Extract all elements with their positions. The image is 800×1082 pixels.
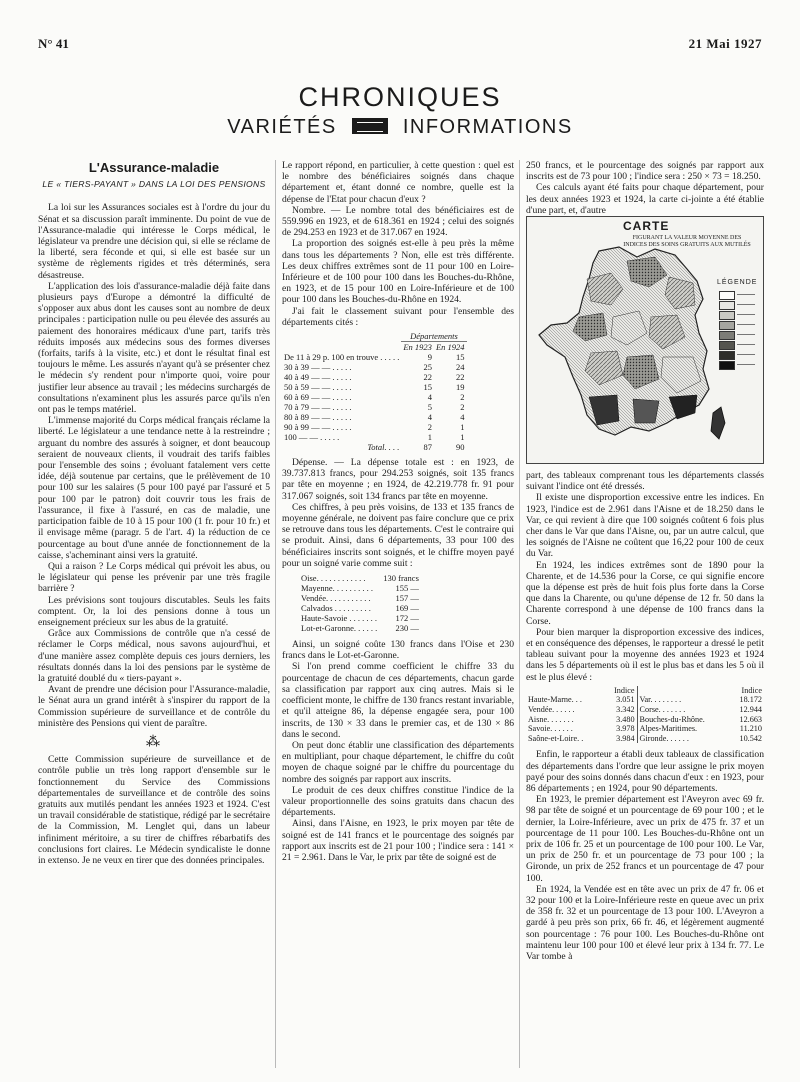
- map-subtitle: FIGURANT LA VALEUR MOYENNE DES INDICES DES SOINS GRATUITS AUX MUTILÉS: [623, 235, 751, 249]
- row-label: 60 à 69 — — . . . . .: [284, 392, 352, 403]
- legend-line: [737, 294, 755, 295]
- paragraph: Ces calculs ayant été faits pour chaque département, pour les deux années 1923 et 1924, la carte ci-jointe a été établie d'une part, et, d'autre: [526, 182, 764, 216]
- department-name: Savoie. . . . . .: [528, 724, 573, 734]
- paragraph: Il existe une disproportion excessive entre les indices. En 1923, l'indice est de 2.961 dans l'Aisne et de 18.250 dans le Var, ce qui revient à dire que 100 soignés coûtent 6 fois plus cher dans le Var que dans l'Aisne, ou, par un autre calcul, que les soignés de l'Aisne ne coûtent que 16,22 pour 100 de ceux du Var.: [526, 492, 764, 560]
- table-row: [282, 392, 467, 402]
- table-row: [298, 603, 422, 613]
- cost-value: 155 —: [395, 583, 419, 594]
- paragraph: Nombre. — Le nombre total des bénéficiaires est de 559.996 en 1923, et de 618.361 en 1924 ; celui des soignés de 294.253 en 1923 et de 317.067 en 1924.: [282, 204, 514, 239]
- paragraph: Avant de prendre une décision pour l'Assurance-maladie, le Sénat aura un grand intérêt à s'inspirer du rapport de la Commission supérieure de surveillance et de contrôle du ministère des Pensions qui vient de paraître.: [38, 684, 270, 729]
- paragraph: Enfin, le rapporteur a établi deux tableaux de classification des départements dans l'ordre que leur assigne le prix moyen payé pour des soins donnés dans chacun d'eux : en 1923, pour 86 départements ; en 1924, pour 90 départements.: [526, 749, 764, 795]
- department-name: Vendée. . . . . .: [528, 705, 575, 715]
- legend-swatch: [719, 351, 735, 360]
- column-1-paragraphs: [38, 202, 270, 729]
- indice-value: 3.051: [616, 695, 635, 705]
- paragraph: Le produit de ces deux chiffres constitue l'indice de la valeur proportionnelle des soins gratuits dans chacun des départements.: [282, 784, 514, 819]
- indices-header-right: Indice: [741, 685, 762, 695]
- indices-header-left: Indice: [614, 685, 635, 695]
- cell-value: 1: [460, 432, 465, 443]
- indice-value: 3.984: [616, 733, 635, 743]
- indice-value: 10.542: [739, 733, 762, 743]
- department-name: Calvados . . . . . . . . .: [301, 603, 371, 614]
- table-row: [526, 724, 764, 734]
- cell-value: 4: [427, 392, 432, 403]
- paragraph: La loi sur les Assurances sociales est à l'ordre du jour du Sénat et sa discussion paraît imminente. Du point de vue de l'Assurance-maladie qui intéresse le Corps médical, le législateur va prendre une décision qui, si elle se réclame de la liberté, sera féconde et qui, si elle est basée sur un système de règlements rigides et très déterminés, sera désastreuse.: [38, 202, 270, 281]
- column-1: [38, 160, 270, 1068]
- paragraph: Le rapport répond, en particulier, à cette question : quel est le nombre des bénéficiaires soignés dans chaque département et, étant donné ce nombre, quelle est la dépense de l'Etat pour chacun d'eux ?: [282, 160, 514, 205]
- cost-value: 172 —: [395, 613, 419, 624]
- department-name: Oise. . . . . . . . . . . .: [301, 573, 366, 584]
- masthead-informations: INFORMATIONS: [402, 116, 573, 138]
- paragraph: Cette Commission supérieure de surveillance et de contrôle publie un très long rapport d'ensemble sur le fonctionnement du Service des Commissions départementales de surveillance et de contrôle des soins gratuits aux mutilés pendant les années 1923 et 1924. C'est un travail considérable de statistique, rédigé par le secrétaire de la Commission, M. Lenglet qui, dans un labeur infiniment méritoire, a su tirer de chiffres rébarbatifs des conclusions fort claires. Le Médecin syndicaliste le donne in extenso. Je ne veux en tirer que des données principales.: [38, 754, 270, 866]
- indices-table: [526, 686, 764, 744]
- cost-value: 157 —: [395, 593, 419, 604]
- cell-value: 15: [456, 352, 465, 363]
- department-name: Lot-et-Garonne. . . . . .: [301, 623, 378, 634]
- table-row: [526, 734, 764, 744]
- cell-value: 25: [423, 362, 432, 373]
- column-3-paragraphs-after-indices: [526, 749, 764, 962]
- legend-line: [737, 304, 755, 305]
- department-name: Gironde. . . . . .: [637, 734, 729, 744]
- france-indices-map: [526, 216, 764, 464]
- row-label: 100 — — . . . . .: [284, 432, 340, 443]
- column-divider: [275, 160, 276, 1068]
- section-asterism: ⁂: [146, 734, 162, 750]
- paragraph: En 1924, la Vendée est en tête avec un prix de 47 fr. 06 et 32 pour 100 et la Loire-Inférieure reste en queue avec un prix de 358 fr. 32 et un pourcentage de 13 pour 100. L'Aveyron a gardé à peu près son prix, 66 fr. 46, et légèrement augmenté son pourcentage : 76 pour 100. Les Bouches-du-Rhône ont maintenu leur 100 pour 100 et élevé leur prix à 134 fr. 77. Le Var tombe à: [526, 883, 764, 963]
- legend-line: [737, 354, 755, 355]
- indice-value: 12.944: [739, 705, 762, 715]
- column-divider: [519, 160, 520, 1068]
- cell-value: 1: [427, 432, 432, 443]
- paragraph: Ces chiffres, à peu près voisins, de 133 et 135 francs de moyenne générale, ne doivent pas faire conclure que ce prix se retrouve dans tous les départements. C'est le contraire qui se produit. Ainsi, dans 6 départements, 33 pour 100 des bénéficiaires inscrits sont soignés, et le chiffre moyen payé pour un soigné varie comme suit :: [282, 501, 514, 569]
- paragraph: Les prévisions sont toujours discutables. Seuls les faits comptent. Or, la loi des pensions donne à tous un enseignement précieux sur les abus de la gratuité.: [38, 594, 270, 628]
- table-row: [526, 705, 764, 715]
- department-name: Alpes-Maritimes.: [637, 724, 729, 734]
- paragraph: Si l'on prend comme coefficient le chiffre 33 du pourcentage de chacun de ces départements, chacun garde sa classification par rapport aux cinq autres. Mais si le coefficient monte, le chiffre de 130 francs restant invariable, et qu'il atteigne 86, la dépense engagée sera, pour 100 inscrits, de 130 × 33 dans le premier cas, et de 130 × 86 dans le second.: [282, 661, 514, 740]
- map-title: CARTE: [623, 219, 670, 234]
- department-name: Mayenne. . . . . . . . . .: [301, 583, 374, 594]
- paragraph: L'application des lois d'assurance-maladie déjà faite dans plusieurs pays d'Europe a démontré la difficulté de s'opposer aux abus dont les causes sont au nombre de deux principales : participation nulle ou peu élevée des assurés au paiement des honoraires médicaux d'une part, tarifs très réduits imposés aux médecins sous des formes diverses (forfaits, tarifs à la visite, etc.) et dont le résultat final est toujours le même. Les assurés n'ayant qu'à se présenter chez le médecin s'y rendent pour n'importe quoi, voire pour justifier leur absence au travail ; les médecins surchargés de consultations n'examinent plus les assurés parce qu'ils n'en ont pas le temps matériel.: [38, 280, 270, 416]
- indice-value: 3.480: [616, 714, 635, 724]
- department-name: Saône-et-Loire. .: [528, 733, 584, 743]
- cell-value: 15: [423, 382, 432, 393]
- cell-value: 22: [456, 372, 465, 383]
- legend-swatch: [719, 341, 735, 350]
- table-row: [298, 613, 422, 623]
- masthead-ornament-icon: [352, 118, 388, 134]
- cell-value: 1: [460, 422, 465, 433]
- department-name: Aisne. . . . . . .: [528, 714, 574, 724]
- table-row: [282, 362, 467, 372]
- column-1-paragraphs-after-stars: [38, 754, 270, 866]
- masthead-varietes: VARIÉTÉS: [227, 116, 337, 138]
- cell-value: 2: [460, 402, 465, 413]
- cell-value: 4: [427, 412, 432, 423]
- legend-line: [737, 364, 755, 365]
- table-row: [526, 695, 764, 705]
- cell-value: 5: [427, 402, 432, 413]
- col-header-1923: En 1923: [403, 342, 432, 353]
- cell-value: 24: [456, 362, 465, 373]
- paragraph: Qui a raison ? Le Corps médical qui prévoit les abus, ou le législateur qui pense les prévenir par une très fragile barrière ?: [38, 560, 270, 595]
- column-2-paragraphs-after-table: [282, 457, 514, 569]
- issue-number: N° 41: [38, 36, 69, 51]
- masthead-chroniques: CHRONIQUES: [298, 82, 502, 112]
- table-row: [282, 402, 467, 412]
- cost-value: 169 —: [395, 603, 419, 614]
- indice-value: 12.663: [739, 714, 762, 724]
- department-name: Haute-Marne. . .: [528, 695, 582, 705]
- cell-value: 22: [423, 372, 432, 383]
- department-name: Haute-Savoie . . . . . . .: [301, 613, 378, 624]
- table-row: [282, 382, 467, 392]
- paragraph: On peut donc établir une classification des départements en multipliant, pour chaque département, le chiffre du coût moyen de chaque soigné par le chiffre du pourcentage du nombre des soignés par rapport aux inscrits.: [282, 739, 514, 785]
- row-label: 30 à 39 — — . . . . .: [284, 362, 352, 373]
- row-label: 80 à 89 — — . . . . .: [284, 412, 352, 423]
- table-row: [298, 593, 422, 603]
- department-name: Corse. . . . . . .: [637, 705, 729, 715]
- indice-value: 3.978: [616, 724, 635, 734]
- map-legend-title: LÉGENDE: [717, 279, 758, 287]
- cell-value: 4: [460, 412, 465, 423]
- table-row: [282, 422, 467, 432]
- departments-table: [282, 331, 467, 452]
- total-1923: 87: [423, 442, 432, 453]
- paragraph: En 1924, les indices extrêmes sont de 1890 pour la Charente, et de 14.536 pour la Corse, ce qui signifie encore que la dépense est près de huit fois plus forte dans la Corse que dans la Charente, ou qu'une dépense de 12 fr. 50 dans la Charente correspond à une dépense de 100 francs dans la Corse.: [526, 559, 764, 627]
- table-row: [282, 372, 467, 382]
- paragraph: Ainsi, un soigné coûte 130 francs dans l'Oise et 230 francs dans le Lot-et-Garonne.: [282, 639, 514, 662]
- total-label: Total. . . .: [367, 442, 400, 453]
- row-label: 40 à 49 — — . . . . .: [284, 372, 352, 383]
- article-title: L'Assurance-maladie: [88, 160, 220, 175]
- paragraph: part, des tableaux comprenant tous les départements classés suivant l'indice ont été dressés.: [526, 470, 764, 493]
- column-2: [282, 160, 514, 1068]
- legend-swatch: [719, 301, 735, 310]
- cell-value: 9: [427, 352, 432, 363]
- total-1924: 90: [456, 442, 465, 453]
- table-row: [282, 352, 467, 362]
- table-row: [298, 623, 422, 633]
- paragraph: La proportion des soignés est-elle à peu près la même dans tous les départements ? Non, elle est très différente. Les deux chiffres extrêmes sont de 11 pour 100 en Loire-Inférieure et de 100 pour 100 dans les Bouches-du-Rhône, en 1923, et de 15 pour 100 en Loire-Inférieure et de 100 pour 100 dans les Bouches-du-Rhône en 1924.: [282, 238, 514, 306]
- paragraph: En 1923, le premier département est l'Aveyron avec 69 fr. 98 par tête de soigné et un pourcentage de 69 pour 100 ; et le dernier, la Loire-Inférieure, avec un prix de 475 fr. 37 et un pourcentage de 11 pour 100. Les Bouches-du-Rhône ont un prix de 106 fr. 25 et un pourcentage de 100 pour 100. Le Var, un prix de 250 fr. et un pourcentage de 73 pour 100 ; la Gironde, un prix de 252 francs et un pourcentage de 47 pour 100.: [526, 794, 764, 884]
- row-label: 50 à 59 — — . . . . .: [284, 382, 352, 393]
- col-header-1924: En 1924: [435, 342, 465, 353]
- cost-value: 130 francs: [383, 573, 419, 584]
- paragraph: Dépense. — La dépense totale est : en 1923, de 39.737.813 francs, pour 294.253 soignés, soit 135 francs par tête en moyenne ; en 1924, de 42.219.778 fr. 91 pour 317.067 soignés, soit 134 francs par tête en moyenne.: [282, 457, 514, 502]
- department-name: Bouches-du-Rhône.: [637, 715, 729, 725]
- paragraph: 250 francs, et le pourcentage des soignés par rapport aux inscrits est de 73 pour 100 ; l'indice sera : 250 × 73 = 18.250.: [526, 160, 764, 183]
- table-row: [526, 715, 764, 725]
- paragraph: Grâce aux Commissions de contrôle que n'a cessé de réclamer le Corps médical, nous savons aujourd'hui, et d'une manière assez complète depuis ces jours derniers, les résultats donnés dans la loi des pensions par le système de la gratuité doublé du « tiers-payant ».: [38, 628, 270, 684]
- row-label: 70 à 79 — — . . . . .: [284, 402, 352, 413]
- legend-swatch: [719, 361, 735, 370]
- legend-line: [737, 334, 755, 335]
- legend-swatch: [719, 311, 735, 320]
- cost-per-patient-table: [298, 573, 422, 633]
- column-3: [526, 160, 764, 1068]
- cell-value: 2: [460, 392, 465, 403]
- table-row: [298, 573, 422, 583]
- table-row: [282, 432, 467, 442]
- issue-date: 21 Mai 1927: [688, 36, 762, 51]
- indice-value: 18.172: [739, 695, 762, 705]
- column-2-paragraphs-after-cost: [282, 639, 514, 863]
- department-name: Vendée. . . . . . . . . . .: [301, 593, 371, 604]
- indice-value: 3.342: [616, 705, 635, 715]
- row-label: De 11 à 29 p. 100 en trouve . . . . .: [284, 352, 400, 363]
- department-name: Var. . . . . . . .: [637, 695, 729, 705]
- table-row: [298, 583, 422, 593]
- column-3-paragraphs-top: [526, 160, 764, 216]
- cost-value: 230 —: [395, 623, 419, 634]
- article-subtitle: LE « TIERS-PAYANT » DANS LA LOI DES PENSIONS: [42, 179, 266, 190]
- column-2-paragraphs: [282, 160, 514, 328]
- cell-value: 19: [456, 382, 465, 393]
- legend-swatch: [719, 331, 735, 340]
- cell-value: 2: [427, 422, 432, 433]
- paragraph: Ainsi, dans l'Aisne, en 1923, le prix moyen par tête de soigné est de 141 francs et le pourcentage des soignés par rapport aux inscrits est de 21 pour 100 ; l'indice sera : 141 × 21 = 2.961. Dans le Var, le prix par tête de soigné est de: [282, 818, 514, 863]
- paragraph: Pour bien marquer la disproportion excessive des indices, et en conséquence des dépenses, le rapporteur a dressé le petit tableau suivant pour la moyenne des années 1923 et 1924 dans les 5 départements où il est le plus bas et dans les 5 où il est le plus élevé :: [526, 626, 764, 683]
- paragraph: J'ai fait le classement suivant pour l'ensemble des départements cités :: [282, 305, 514, 328]
- column-3-paragraphs-after-map: [526, 470, 764, 683]
- table-row: [282, 412, 467, 422]
- france-map-image: [527, 217, 763, 463]
- legend-line: [737, 344, 755, 345]
- legend-line: [737, 324, 755, 325]
- legend-swatch: [719, 321, 735, 330]
- legend-line: [737, 314, 755, 315]
- indice-value: 11.210: [739, 724, 762, 734]
- paragraph: L'immense majorité du Corps médical français réclame la liberté. Le législateur a une tendance nette à la restreindre ; arguant du nombre des assurés à soigner, et dont beaucoup seraient de nouveaux clients, il voudrait des tarifs faibles pour l'ensemble des soins ; évoluant fatalement vers cette idée, déjà soutenue par certains, que le prélèvement de 10 pour 100 sur les salaires (5 pour 100 payé par l'assuré et 5 pour 100 par le patron) doit couvrir tous les frais de l'assurance, il fixe à l'assuré, en cas de maladie, une participation faible de 10 à 15 pour 100 (1 fr. pour 10 fr.) et il envisage même (paragr. 5 de l'art. 4) la réduction de ce pourcentage au bout d'une année de fonctionnement de la caisse, s'acheminant ainsi vers la gratuité.: [38, 415, 270, 561]
- departments-group-header: Départements: [401, 331, 466, 342]
- row-label: 90 à 99 — — . . . . .: [284, 422, 352, 433]
- masthead-subtitle: [0, 116, 800, 139]
- legend-swatch: [719, 291, 735, 300]
